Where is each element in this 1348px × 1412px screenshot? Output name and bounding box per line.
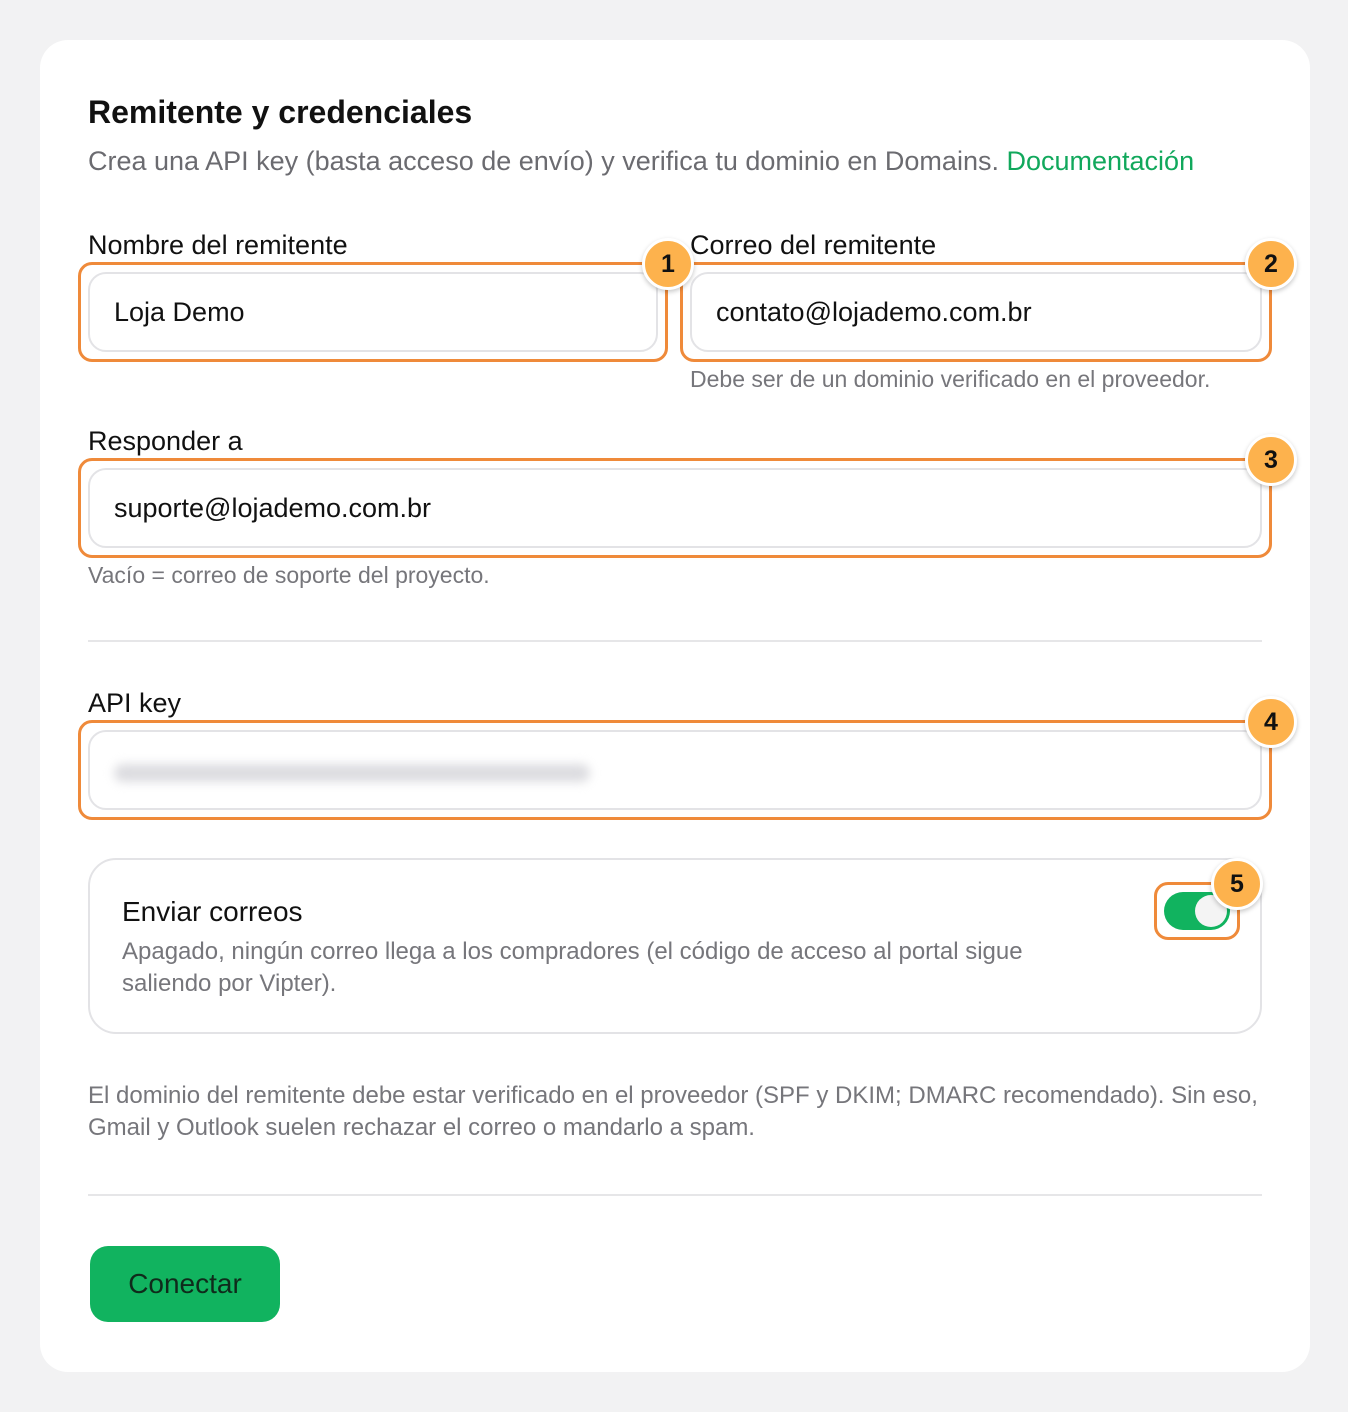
marker-badge-3: 3 bbox=[1245, 434, 1297, 486]
reply-to-input[interactable] bbox=[88, 468, 1262, 548]
marker-badge-4: 4 bbox=[1245, 696, 1297, 748]
sender-email-hint: Debe ser de un dominio verificado en el proveedor. bbox=[690, 366, 1211, 392]
marker-badge-5: 5 bbox=[1211, 858, 1263, 910]
api-key-label: API key bbox=[88, 688, 182, 718]
marker-badge-1: 1 bbox=[642, 238, 694, 290]
section-subtitle bbox=[88, 146, 1194, 177]
divider bbox=[88, 1194, 1262, 1196]
reply-to-hint: Vacío = correo de soporte del proyecto. bbox=[88, 562, 490, 588]
domain-verification-note: El dominio del remitente debe estar verificado en el proveedor (SPF y DKIM; DMARC recomendado). Sin eso, Gmail y Outlook suelen rechazar el correo o mandarlo a spam. bbox=[88, 1082, 1258, 1141]
documentation-link[interactable]: Documentación bbox=[1006, 146, 1195, 176]
sender-name-label: Nombre del remitente bbox=[88, 230, 348, 260]
sender-email-input[interactable] bbox=[690, 272, 1262, 352]
divider bbox=[88, 640, 1262, 642]
api-key-masked-value bbox=[114, 764, 590, 782]
send-emails-description: Apagado, ningún correo llega a los compradores (el código de acceso al portal sigue saliendo por Vipter). bbox=[122, 938, 1023, 997]
sender-name-input[interactable] bbox=[88, 272, 658, 352]
connect-button[interactable]: Conectar bbox=[90, 1246, 280, 1322]
reply-to-label: Responder a bbox=[88, 426, 243, 456]
sender-email-label: Correo del remitente bbox=[690, 230, 937, 260]
section-title: Remitente y credenciales bbox=[88, 94, 473, 130]
subtitle-text: Crea una API key (basta acceso de envío) y verifica tu dominio en Domains. bbox=[88, 146, 999, 176]
marker-badge-2: 2 bbox=[1245, 238, 1297, 290]
send-emails-title: Enviar correos bbox=[122, 896, 303, 927]
settings-card bbox=[40, 40, 1310, 1372]
